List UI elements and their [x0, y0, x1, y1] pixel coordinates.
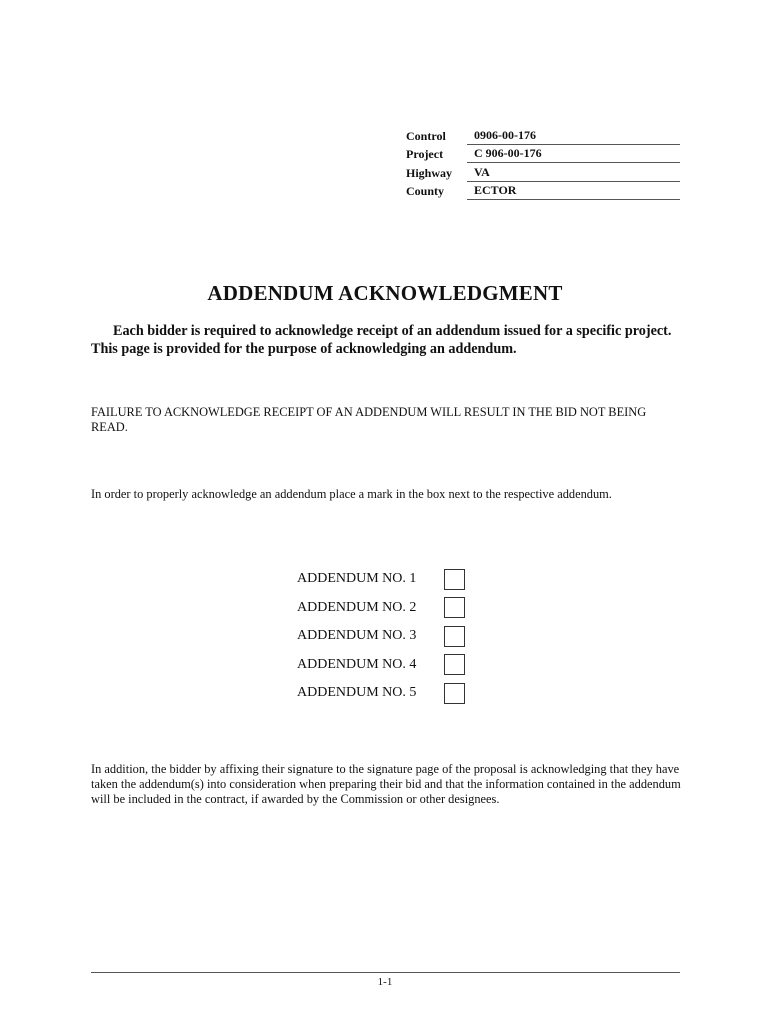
warning-paragraph: FAILURE TO ACKNOWLEDGE RECEIPT OF AN ADDENDUM WILL RESULT IN THE BID NOT BEING READ. — [91, 405, 647, 434]
addendum-label-1: ADDENDUM NO. 1 — [297, 571, 417, 587]
addendum-label-2: ADDENDUM NO. 2 — [297, 599, 417, 615]
addendum-checkbox-5[interactable] — [444, 683, 465, 704]
addendum-row-1 — [297, 565, 465, 594]
addendum-checkbox-3[interactable] — [444, 626, 465, 647]
page-number: 1-1 — [377, 976, 393, 988]
addendum-checkbox-1[interactable] — [444, 569, 465, 590]
addenda-list — [297, 565, 465, 708]
page-title: ADDENDUM ACKNOWLEDGMENT — [207, 281, 563, 305]
addendum-checkbox-2[interactable] — [444, 597, 465, 618]
addendum-row-3 — [297, 622, 465, 651]
instruction-paragraph: In order to properly acknowledge an addendum place a mark in the box next to the respective addendum. — [91, 487, 612, 501]
county-row — [406, 182, 680, 201]
control-value: 0906-00-176 — [467, 128, 680, 145]
addendum-label-3: ADDENDUM NO. 3 — [297, 628, 417, 644]
closing-paragraph: In addition, the bidder by affixing their signature to the signature page of the proposal is acknowledging that they have taken the addendum(s) into consideration when preparing their bid and that the information contained in the addendum will be included in the contract, if awarded by the Commission or other designees. — [91, 762, 681, 806]
addendum-label-5: ADDENDUM NO. 5 — [297, 685, 417, 701]
project-info-block — [406, 126, 680, 200]
project-value: C 906-00-176 — [467, 146, 680, 163]
highway-value: VA — [467, 165, 680, 182]
intro-paragraph: Each bidder is required to acknowledge receipt of an addendum issued for a specific project. This page is provided for the purpose of acknowledging an addendum. — [91, 323, 672, 357]
addendum-row-2 — [297, 594, 465, 623]
addendum-row-5 — [297, 679, 465, 708]
addendum-row-4 — [297, 651, 465, 680]
control-row — [406, 126, 680, 145]
control-label: Control — [406, 128, 446, 143]
highway-row — [406, 163, 680, 182]
addendum-label-4: ADDENDUM NO. 4 — [297, 656, 417, 672]
project-label: Project — [406, 147, 444, 161]
footer-divider — [91, 972, 680, 973]
county-label: County — [406, 184, 445, 198]
county-value: ECTOR — [467, 183, 680, 200]
addendum-checkbox-4[interactable] — [444, 654, 465, 675]
project-row — [406, 145, 680, 164]
highway-label: Highway — [406, 165, 453, 180]
